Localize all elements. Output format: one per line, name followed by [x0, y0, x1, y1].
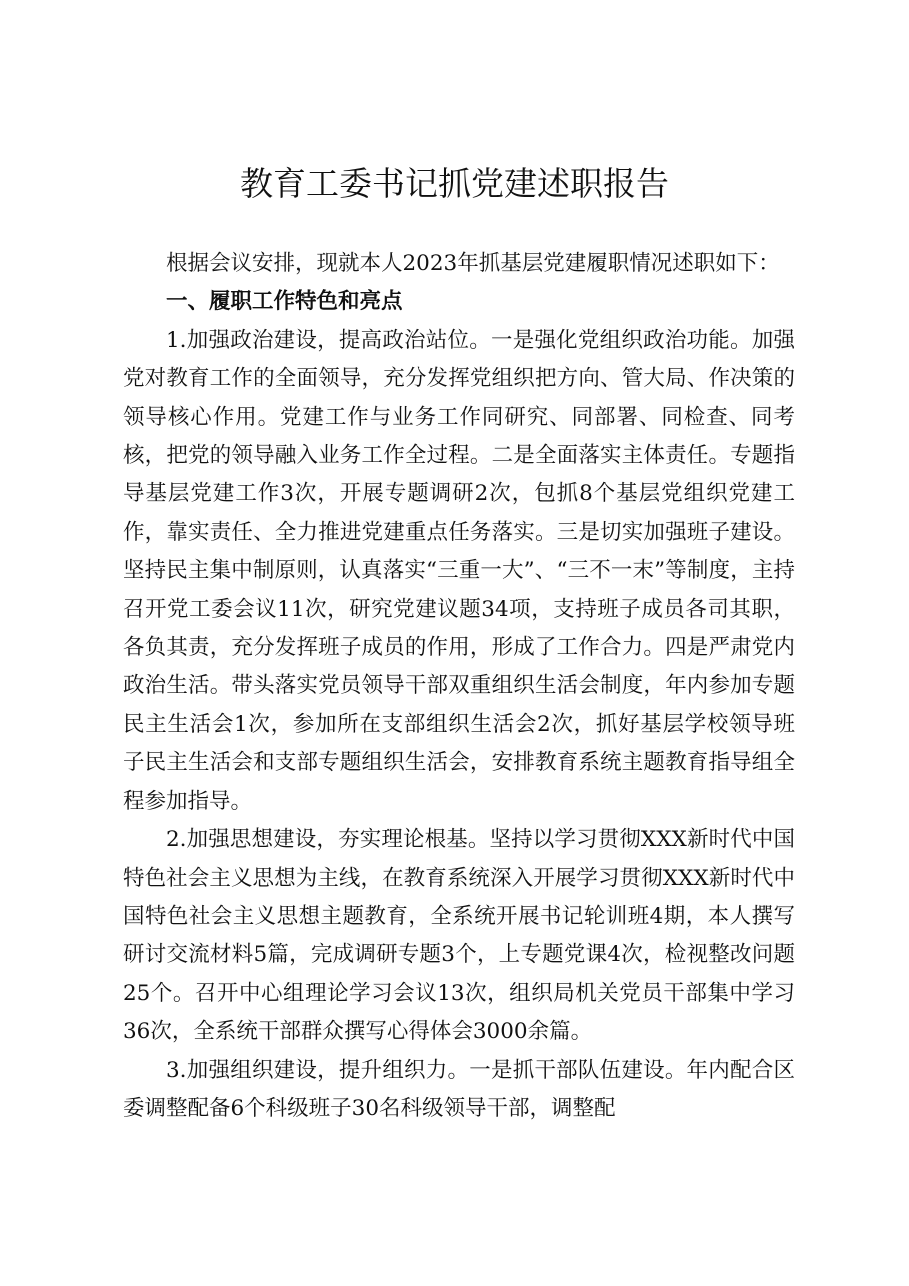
document-title: 教育工委书记抓党建述职报告: [240, 164, 669, 203]
document-body: [123, 245, 795, 1128]
paragraph-ideological-construction: 2.加强思想建设，夯实理论根基。坚持以学习贯彻XXX新时代中国特色社会主义思想为主线，在教育系统深入开展学习贯彻XXX新时代中国特色社会主义思想主题教育，全系统开展书记轮训班4期，本人撰写研讨交流材料5篇，完成调研专题3个，上专题党课4次，检视整改问题25个。召开中心组理论学习会议13次，组织局机关党员干部集中学习36次，全系统干部群众撰写心得体会3000余篇。: [123, 827, 795, 1045]
paragraph-organizational-construction: 3.加强组织建设，提升组织力。一是抓干部队伍建设。年内配合区委调整配备6个科级班子30名科级领导干部，调整配: [123, 1057, 795, 1121]
intro-paragraph: 根据会议安排，现就本人2023年抓基层党建履职情况述职如下：: [166, 251, 780, 276]
paragraph-political-construction: 1.加强政治建设，提高政治站位。一是强化党组织政治功能。加强党对教育工作的全面领导，充分发挥党组织把方向、管大局、作决策的领导核心作用。党建工作与业务工作同研究、同部署、同检查、同考核，把党的领导融入业务工作全过程。二是全面落实主体责任。专题指导基层党建工作3次，开展专题调研2次，包抓8个基层党组织党建工作，靠实责任、全力推进党建重点任务落实。三是切实加强班子建设。坚持民主集中制原则，认真落实“三重一大”、“三不一末”等制度，主持召开党工委会议11次，研究党建议题34项，支持班子成员各司其职，各负其责，充分发挥班子成员的作用，形成了工作合力。四是严肃党内政治生活。带头落实党员领导干部双重组织生活会制度，年内参加专题民主生活会1次，参加所在支部组织生活会2次，抓好基层学校领导班子民主生活会和支部专题组织生活会，安排教育系统主题教育指导组全程参加指导。: [123, 327, 795, 814]
section-heading: 一、履职工作特色和亮点: [166, 289, 403, 315]
